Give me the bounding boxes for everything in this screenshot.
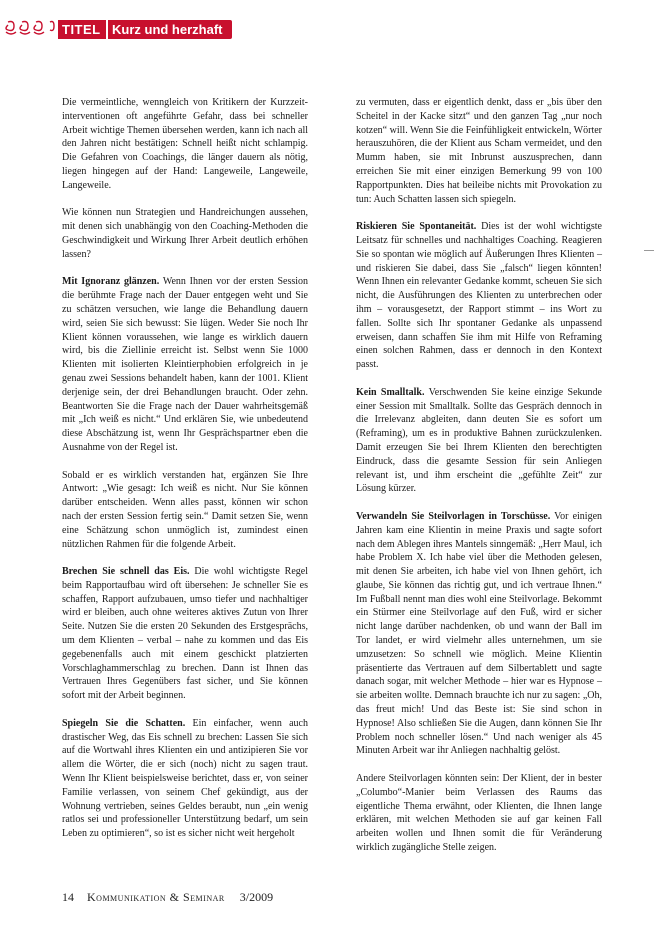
paragraph-heading: Riskieren Sie Spontaneität. <box>356 221 477 233</box>
issue-number: 3/2009 <box>239 890 274 904</box>
paragraph: zu vermuten, dass er eigentlich denkt, dass er „bis über den Scheitel in der Kacke sitzt“ und den ganzen Tag „nur noch kotzen“ will. Wenn Sie die Feinfühligkeit entwickeln, Wörter herauszuhören, die der Klient aus Scham vermeidet, und den Mumm haben, sie mit Inbrunst auszusprechen, dann erreichen Sie mit einer einzigen Bemerkung 99 von 100 Rapportpunkten. Dies hat beileibe nichts mit Provokation zu tun: Auch Schatten lassen sich spiegeln. <box>356 97 602 205</box>
paragraph-heading: Verwandeln Sie Steilvorlagen in Torschüsse. <box>356 510 551 522</box>
paragraph: Brechen Sie schnell das Eis. Die wohl wichtigste Regel beim Rapportaufbau wird oft übersehen: Je schneller Sie es schaffen, Rapport aufzubauen, umso tiefer und nachhaltiger wird er bleiben, auch ohne weiteres aktives Zutun von Ihrer Seite. Nutzen Sie die ersten 20 Sekunden des Erstgesprächs, um dem Klienten – verbal – nahe zu kommen und das Eis gegebenenfalls auch mit einem geschickt platzierten Vorschlaghammerschlag zu brechen. Dann ist Ihnen das Vertrauen Ihres Gegenübers fast sicher, und Sie können sofort mit der Arbeit beginnen. <box>62 566 308 702</box>
paragraph: Kein Smalltalk. Verschwenden Sie keine einzige Sekunde einer Session mit Smalltalk. Sollte das Gespräch dennoch in die Irrelevanz abgleiten, dann deuten Sie es sofort um (Reframing), um es in produktive Bahnen zurückzulenken. Damit erzeugen Sie bei Ihrem Klienten den berechtigten Eindruck, dass die gesamte Session für sein Anliegen relevant ist, und ihm erscheint die „gefühlte Zeit“ zur Lösung kürzer. <box>356 386 602 495</box>
section-label: TITEL <box>62 22 101 37</box>
magazine-name: Kommunikation & Seminar <box>87 890 225 904</box>
page-header <box>0 18 656 42</box>
section-subtitle: Kurz und herzhaft <box>112 22 223 37</box>
paragraph-heading: Spiegeln Sie die Schatten. <box>62 717 186 729</box>
margin-mark <box>644 250 654 251</box>
paragraph: Verwandeln Sie Steilvorlagen in Torschüsse. Vor einigen Jahren kam eine Klientin in meine Praxis und sagte sofort nach dem Ablegen ihres Mantels sinngemäß: „Herr Maul, ich habe Problem X. Ich habe viel über die Methoden gelesen, mit denen Sie arbeiten, ich habe viel von Ihnen gehört, ich glaube, Sie können das richtig gut, und ich vertraue Ihnen.“ Im Fußball nennt man dies wohl eine Steilvorlage. Bekommt ein Stürmer eine Steilvorlage auf den Fuß, wird er sicher nicht lange darüber nachdenken, ob und wann der Ball im Tor landet, er wird vielmehr alles unternehmen, um sie umzusetzen: So schnell wie möglich. Meine Klientin präsentierte das Vertrauen auf dem Silbertablett und sagte danach sogar, mit welcher Methode – hier war es Hypnose – sie arbeiten wollte. Demnach brauchte ich nur zu sagen: „Oh, das freut mich! Und das Beste ist: Sie sind schon in Hypnose! Also schließen Sie die Augen, dann können Sie Ihr Problem noch schneller lösen.“ Und nach weniger als 45 Minuten Arbeit war ihr Anliegen nachhaltig gelöst. <box>356 510 603 757</box>
paragraph-heading: Kein Smalltalk. <box>356 386 425 398</box>
paragraph: Mit Ignoranz glänzen. Wenn Ihnen vor der ersten Session die berühmte Frage nach der Dauer entgegen weht und Sie zu schätzen versuchen, wie lange die Behandlung dauern wird, seien Sie sich bewusst: Sie lügen. Weder Sie noch Ihr Klient können voraussehen, wie lange es wirklich dauern wird, bis die Ziellinie erreicht ist. Selbst wenn Sie 1000 Klienten mit isolierten Kleintierphobien erfolgreich in je genau zwei Sessions behandelt haben, kann der 1001. Klient derjenige sein, der drei Behandlungen braucht. Oder zehn. Beantworten Sie die Frage nach der Dauer wahrheitsgemäß mit „Ich weiß es nicht.“ Und erklären Sie, wie unbedeutend diese Abschätzung ist, wenn Ihr Gesprächspartner eben die Ausnahme von der Regel ist. <box>62 276 309 453</box>
page-number: 14 <box>62 890 74 904</box>
paragraph: Andere Steilvorlagen könnten sein: Der Klient, der in bester „Columbo“-Manier beim Verlassen des Raums das eigentliche Thema erwähnt, oder Klienten, die Ihnen lange erklären, mit welchen Methoden sie auf gar keinen Fall arbeiten wollen und Ihnen somit die für Veränderung wirklich zugängliche Stelle zeigen. <box>356 773 602 854</box>
paragraph: Riskieren Sie Spontaneität. Dies ist der wohl wichtigste Leitsatz für schnelles und nachhaltiges Coaching. Reagieren Sie so spontan wie möglich auf Äußerungen Ihres Klienten – und riskieren Sie dabei, dass Sie „falsch“ liegen könnten! Wenn Ihnen ein relevanter Gedanke kommt, scheuen Sie sich nicht, die Ausführungen des Klienten zu unterbrechen oder ihm – vorausgesetzt, der Rapport stimmt – ins Wort zu fallen. Sollte sich Ihr spontaner Gedanke als unpassend erweisen, dann schaffen Sie ihm mit Hilfe von Reframing einen solchen Rahmen, dass er dennoch in den Kontext passt. <box>356 221 602 371</box>
header-separator <box>106 20 108 39</box>
paragraph: Sobald er es wirklich verstanden hat, ergänzen Sie Ihre Antwort: „Wie gesagt: Ich weiß es nicht. Nur Sie können darüber entscheiden. Wenn alles passt, können wir schon nach der ersten Session fertig sein.“ Damit setzen Sie, wenn eine Schätzung schon unmöglich ist, zumindest einen nützlichen Rahmen für die folgende Arbeit. <box>62 469 308 550</box>
paragraph: Die vermeintliche, wenngleich von Kritikern der Kurzzeit-interventionen oft angeführte Gefahr, dass bei schneller Arbeit wichtige Themen übersehen werden, kann ich nach all den Jahren nicht bestätigen: Schnell heißt nicht schlampig. Die Gefahren von Coachings, die länger dauern als nötig, liegen hingegen auf der Hand: Langeweile, Langeweile, Langeweile. <box>62 97 308 191</box>
right-column <box>356 96 602 869</box>
paragraph: Wie können nun Strategien und Handreichungen aussehen, mit denen sich unabhängig von den Coaching-Methoden die Geschwindigkeit und Wirkung Ihrer Arbeit deutlich erhöhen lassen? <box>62 207 308 260</box>
paragraph-heading: Mit Ignoranz glänzen. <box>62 276 160 288</box>
left-column <box>62 96 308 855</box>
paragraph-heading: Brechen Sie schnell das Eis. <box>62 566 190 578</box>
decorative-swirl-icon <box>4 18 56 40</box>
page-footer <box>62 890 273 905</box>
paragraph: Spiegeln Sie die Schatten. Ein einfacher, wenn auch drastischer Weg, das Eis schnell zu brechen: Lassen Sie sich auf die Wortwahl ihres Klienten ein und antizipieren Sie vor allem die Wörter, die er sich (noch) nicht zu sagen traut. Wenn Ihr Klient beispielsweise berichtet, dass er, von seiner Familie verlassen, von seinem Chef gekündigt, aus der Wohnung vertrieben, seines Geldes beraubt, nun „ein wenig ratlos sei und professioneller Unterstützung bedarf, um sein Leben zu optimieren“, so ist es sicher nicht weit hergeholt <box>62 717 308 840</box>
